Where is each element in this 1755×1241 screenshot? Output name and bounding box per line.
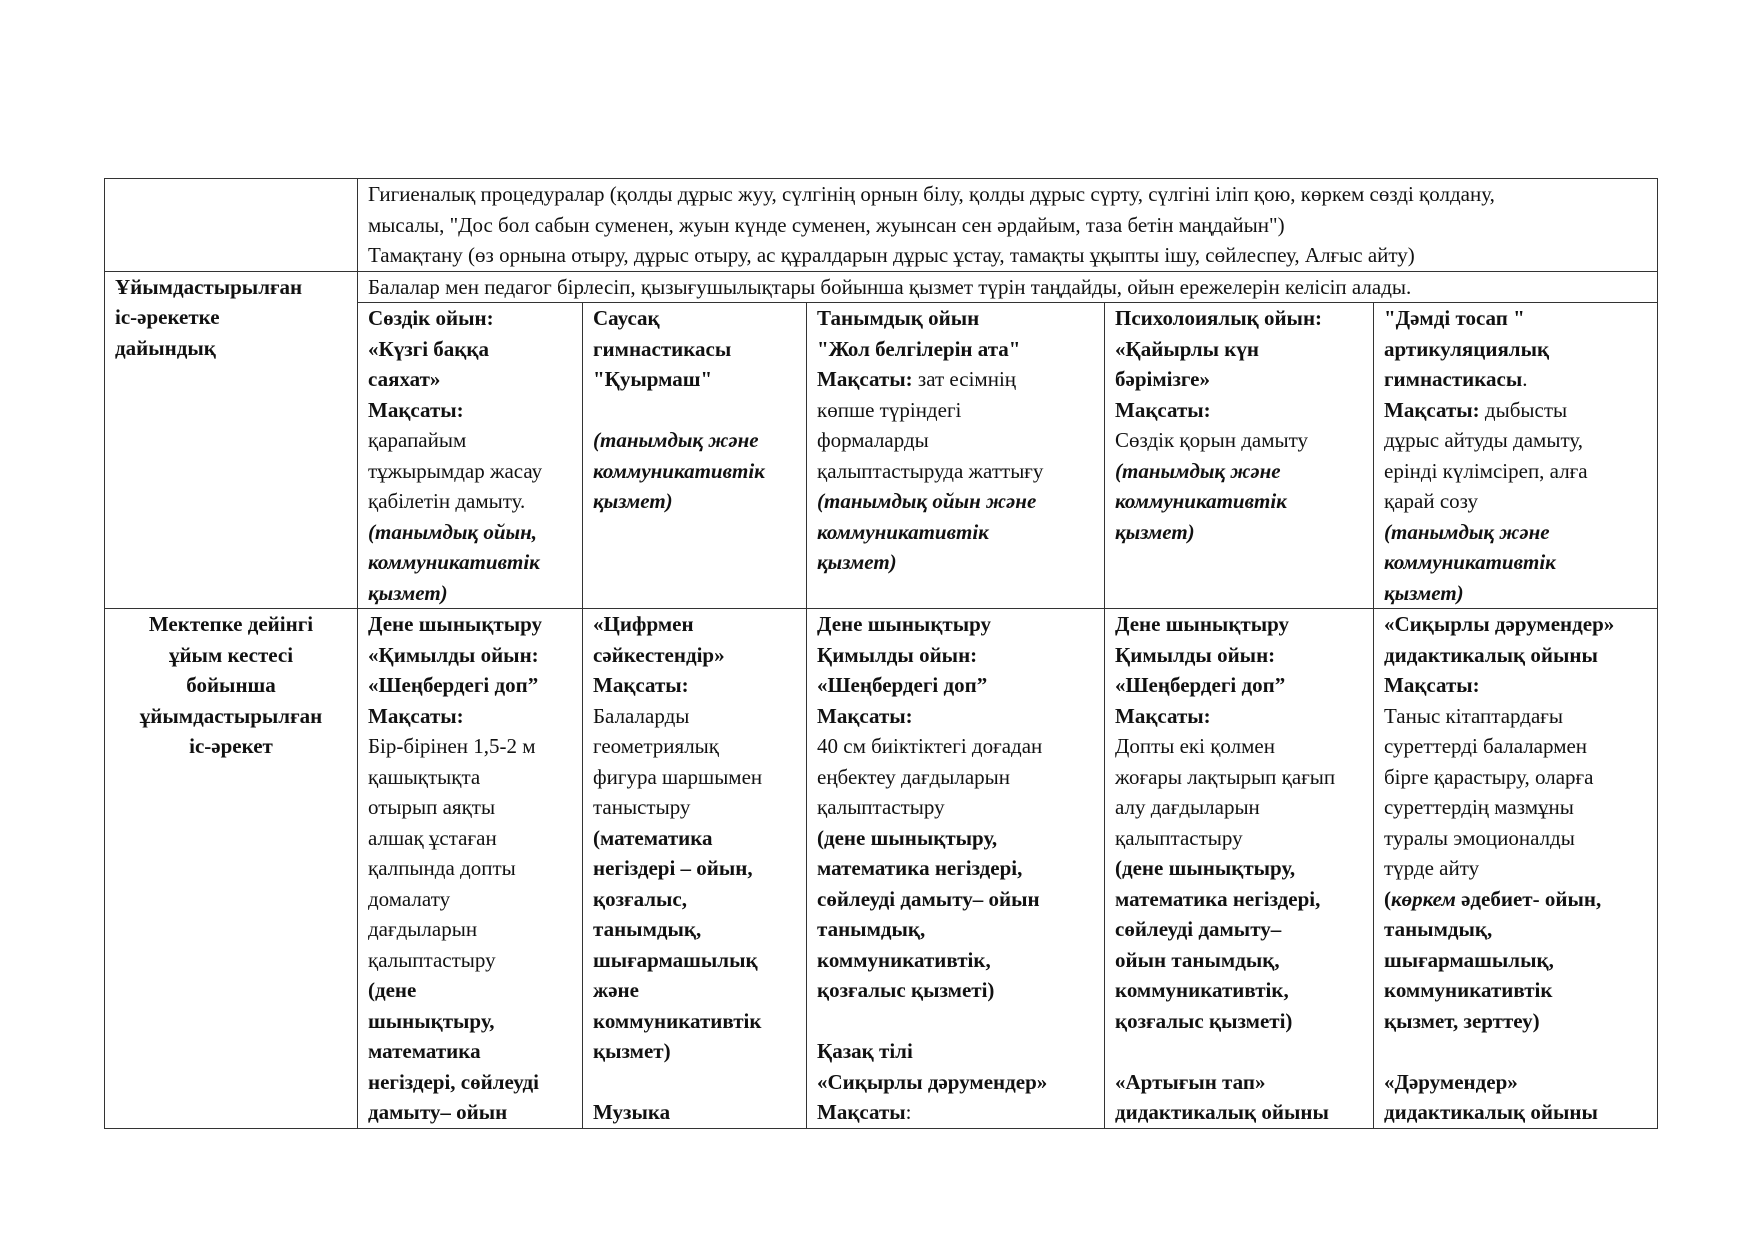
activity-note: сөйлеуді дамыту– ойын	[817, 886, 1040, 911]
activity-title: Сөздік ойын:	[368, 306, 494, 330]
activity-note: коммуникативтік,	[817, 947, 991, 972]
org-cell-1	[358, 609, 583, 1129]
activity-note: әдебиет- ойын,	[1455, 886, 1602, 911]
activity-note: дамыту– ойын	[368, 1100, 508, 1124]
activity-note: коммуникативтік	[593, 458, 765, 483]
activity-title: Қазақ тілі	[817, 1039, 913, 1063]
activity-note: математика негіздері,	[1115, 886, 1321, 911]
spacer	[1384, 1036, 1647, 1067]
goal-label: Мақсаты:	[1115, 397, 1211, 422]
prep-header-line: Ұйымдастырылған	[115, 274, 303, 299]
org-cell-3	[807, 609, 1105, 1129]
activity-note: коммуникативтік	[1384, 550, 1556, 574]
activity-title: «Сиқырлы дәрумендер»	[817, 1069, 1048, 1094]
activity-title: Саусақ	[593, 306, 660, 330]
activity-title: Танымдық ойын	[817, 306, 980, 330]
prep-cell-2	[583, 303, 807, 609]
prep-header-line: дайындық	[115, 335, 216, 360]
activity-note: негіздері, сөйлеуді	[368, 1069, 539, 1094]
activity-note: коммуникативтік	[1384, 978, 1553, 1002]
goal-text: таныстыру	[593, 795, 691, 819]
goal-text: қалыптастыру	[368, 947, 496, 972]
goal-label: Мақсаты:	[368, 703, 464, 728]
goal-text: бірге қарастыру, оларға	[1384, 764, 1594, 789]
hygiene-header-cell	[105, 179, 358, 272]
org-cell-2	[583, 609, 807, 1129]
goal-text: Таныс кітаптардағы	[1384, 703, 1564, 728]
activity-title: Қимылды ойын:	[1115, 642, 1276, 667]
goal-text: фигура шаршымен	[593, 764, 763, 789]
prep-intro-text: Балалар мен педагог бірлесіп, қызығушылықтары бойынша қызмет түрін таңдайды, ойын ережелерін келісіп алады.	[368, 274, 1412, 299]
activity-note: (танымдық және	[1115, 458, 1281, 483]
goal-line	[817, 1097, 1094, 1128]
activity-title-suffix: .	[1522, 367, 1528, 391]
goal-text: Балаларды	[593, 703, 690, 728]
hygiene-line-1: Гигиеналық процедуралар (қолды дұрыс жуу, сүлгінің орнын білу, қолды дұрыс сүрту, сүлгіні іліп қою, көркем сөзді қолдану,	[368, 182, 1495, 206]
goal-text: алу дағдыларын	[1115, 795, 1260, 819]
schedule-table	[104, 178, 1658, 1129]
prep-intro-cell	[358, 271, 1658, 303]
goal-label-suffix: :	[905, 1100, 912, 1124]
goal-label: Мақсаты:	[817, 367, 913, 391]
hygiene-row	[105, 179, 1658, 272]
prep-header-cell	[105, 271, 358, 609]
activity-title: «Қимылды ойын:	[368, 642, 539, 667]
hygiene-line-2: мысалы, "Дос бол сабын суменен, жуын күнде суменен, жуынсан сен әрдайым, таза бетін маңдайын")	[368, 212, 1285, 237]
activity-title: «Артығын тап»	[1115, 1069, 1266, 1094]
prep-cell-1	[358, 303, 583, 609]
activity-note: математика	[368, 1039, 481, 1063]
goal-text: көпше түріндегі	[817, 397, 962, 422]
activity-title: артикуляциялық	[1384, 336, 1550, 361]
goal-label: Мақсаты:	[1115, 703, 1211, 728]
org-cell-5	[1374, 609, 1658, 1129]
goal-label: Мақсаты:	[1384, 397, 1480, 422]
goal-text: дыбысты	[1479, 397, 1568, 422]
activity-note: қызмет)	[368, 580, 448, 605]
goal-text: қалыптастыру	[817, 795, 945, 819]
org-header-cell	[105, 609, 358, 1129]
goal-text: қалпында допты	[368, 856, 516, 880]
activity-title: Дене шынықтыру	[817, 612, 992, 636]
prep-header-line: іс-әрекетке	[115, 305, 220, 329]
activity-title: "Жол белгілерін ата"	[817, 336, 1021, 361]
activity-note: танымдық,	[1384, 917, 1493, 941]
goal-text: 40 см биіктіктегі доғадан	[817, 734, 1043, 758]
activity-note: қозғалыс қызметі)	[1115, 1008, 1293, 1033]
org-header-line: ұйым кестесі	[168, 642, 294, 667]
activity-title: «Сиқырлы дәрумендер»	[1384, 612, 1615, 636]
goal-line	[1384, 395, 1647, 426]
goal-label: Мақсаты:	[368, 397, 464, 422]
activity-title: "Қуырмаш"	[593, 367, 713, 391]
activity-title: «Шеңбердегі доп”	[817, 673, 988, 697]
activity-title: Дене шынықтыру	[368, 612, 543, 636]
activity-note: коммуникативтік	[593, 1008, 762, 1033]
activity-title: гимнастикасы	[593, 336, 732, 361]
goal-text: қалыптастыру	[1115, 825, 1243, 850]
activity-note: танымдық,	[593, 917, 702, 941]
activity-title: «Дәрумендер»	[1384, 1069, 1518, 1094]
activity-title: дидактикалық ойыны	[1384, 642, 1598, 667]
activity-note: (танымдық ойын және	[817, 489, 1037, 513]
activity-note: коммуникативтік	[1115, 489, 1287, 513]
goal-text: дұрыс айтуды дамыту,	[1384, 428, 1583, 452]
hygiene-text-cell	[358, 179, 1658, 272]
activity-title: гимнастикасы	[1384, 367, 1523, 391]
goal-label: Мақсаты:	[593, 673, 689, 697]
spacer	[593, 395, 796, 426]
activity-title: «Цифрмен	[593, 612, 694, 636]
goal-label: Мақсаты	[817, 1100, 906, 1124]
spacer	[1115, 1036, 1363, 1067]
activity-title: дидактикалық ойыны	[1384, 1100, 1598, 1124]
activity-note: қызмет)	[1384, 580, 1464, 605]
activity-note: қызмет)	[593, 1039, 671, 1063]
activity-note-line	[1384, 884, 1647, 915]
activity-note: сөйлеуді дамыту–	[1115, 917, 1282, 941]
activity-note: және	[593, 978, 639, 1002]
activity-note: коммуникативтік,	[1115, 978, 1289, 1002]
goal-text: түрде айту	[1384, 856, 1480, 880]
goal-text: қарай созу	[1384, 489, 1479, 513]
goal-text: зат есімнің	[912, 367, 1017, 391]
goal-text: Допты екі қолмен	[1115, 734, 1275, 758]
goal-text: Сөздік қорын дамыту	[1115, 428, 1308, 452]
goal-text: қалыптастыруда жаттығу	[817, 458, 1044, 483]
goal-text: геометриялық	[593, 734, 719, 758]
spacer	[593, 1067, 796, 1098]
goal-text: дағдыларын	[368, 917, 478, 941]
activity-title: бәрімізге»	[1115, 367, 1210, 391]
prep-cell-5	[1374, 303, 1658, 609]
activity-note: (танымдық ойын,	[368, 519, 537, 544]
goal-text: қабілетін дамыту.	[368, 489, 526, 513]
activity-note: (дене шынықтыру,	[817, 825, 998, 850]
goal-text: Бір-бірінен 1,5-2 м	[368, 734, 536, 758]
activity-note: қызмет)	[593, 489, 673, 513]
activity-note: коммуникативтік	[817, 519, 989, 544]
activity-note: (дене	[368, 978, 417, 1002]
goal-text: суреттердің мазмұны	[1384, 795, 1574, 819]
activity-title: «Қайырлы күн	[1115, 336, 1260, 361]
goal-text: суреттерді балалармен	[1384, 734, 1588, 758]
activity-title: Психолоиялық ойын:	[1115, 306, 1323, 330]
activity-note: коммуникативтік	[368, 550, 540, 574]
prep-cell-3	[807, 303, 1105, 609]
activity-title: Музыка	[593, 1100, 671, 1124]
activity-note: шығармашылық	[593, 947, 758, 972]
prep-intro-row	[105, 271, 1658, 303]
activity-title: «Күзгі баққа	[368, 336, 489, 361]
note-italic-word: көркем	[1391, 886, 1456, 911]
activity-note: шынықтыру,	[368, 1008, 495, 1033]
activity-note: қызмет)	[1115, 519, 1195, 544]
activity-note: қызмет)	[817, 550, 897, 574]
goal-line	[817, 364, 1094, 395]
hygiene-line-3: Тамақтану (өз орнына отыру, дұрыс отыру, ас құралдарын дұрыс ұстау, тамақты ұқыпты ішу, сөйлеспеу, Алғыс айту)	[368, 243, 1415, 267]
activity-title: саяхат»	[368, 367, 441, 391]
goal-text: қашықтықта	[368, 764, 481, 789]
activity-title: "Дәмді тосап "	[1384, 306, 1525, 330]
activity-note: шығармашылық,	[1384, 947, 1554, 972]
goal-text: формаларды	[817, 428, 929, 452]
goal-text: алшақ ұстаған	[368, 825, 497, 850]
activity-title: Қимылды ойын:	[817, 642, 978, 667]
goal-text: тұжырымдар жасау	[368, 458, 543, 483]
activity-note: (танымдық және	[1384, 519, 1550, 544]
org-header-line: ұйымдастырылған	[139, 703, 323, 728]
goal-text: қарапайым	[368, 428, 467, 452]
note-paren: (	[1384, 886, 1391, 911]
activity-note: негіздері – ойын,	[593, 856, 753, 880]
activity-note: (математика	[593, 825, 713, 850]
goal-label: Мақсаты:	[1384, 673, 1480, 697]
org-header-line: Мектепке дейінгі	[148, 612, 314, 636]
org-header-line: іс-әрекет	[189, 734, 273, 758]
activity-note: қызмет, зерттеу)	[1384, 1008, 1540, 1033]
activity-title: «Шеңбердегі доп”	[368, 673, 539, 697]
goal-text: туралы эмоционалды	[1384, 825, 1575, 850]
org-activities-row	[105, 609, 1658, 1129]
activity-note: қозғалыс,	[593, 886, 688, 911]
activity-title: Дене шынықтыру	[1115, 612, 1290, 636]
spacer	[817, 1006, 1094, 1037]
goal-label: Мақсаты:	[817, 703, 913, 728]
activity-note: қозғалыс қызметі)	[817, 978, 995, 1002]
goal-text: отырып аяқты	[368, 795, 496, 819]
activity-title-line	[1384, 364, 1647, 395]
activity-title: «Шеңбердегі доп”	[1115, 673, 1286, 697]
activity-title: сәйкестендір»	[593, 642, 725, 667]
org-cell-4	[1105, 609, 1374, 1129]
activity-note: танымдық,	[817, 917, 926, 941]
goal-text: ерінді күлімсіреп, алға	[1384, 458, 1588, 483]
activity-note: (танымдық және	[593, 428, 759, 452]
activity-note: математика негіздері,	[817, 856, 1023, 880]
goal-text: еңбектеу дағдыларын	[817, 764, 1010, 789]
activity-note: (дене шынықтыру,	[1115, 856, 1296, 880]
activity-note: ойын танымдық,	[1115, 947, 1280, 972]
org-header-line: бойынша	[186, 673, 276, 697]
goal-text: домалату	[368, 886, 451, 911]
goal-text: жоғары лақтырып қағып	[1115, 764, 1336, 789]
prep-cell-4	[1105, 303, 1374, 609]
activity-title: дидактикалық ойыны	[1115, 1100, 1329, 1124]
